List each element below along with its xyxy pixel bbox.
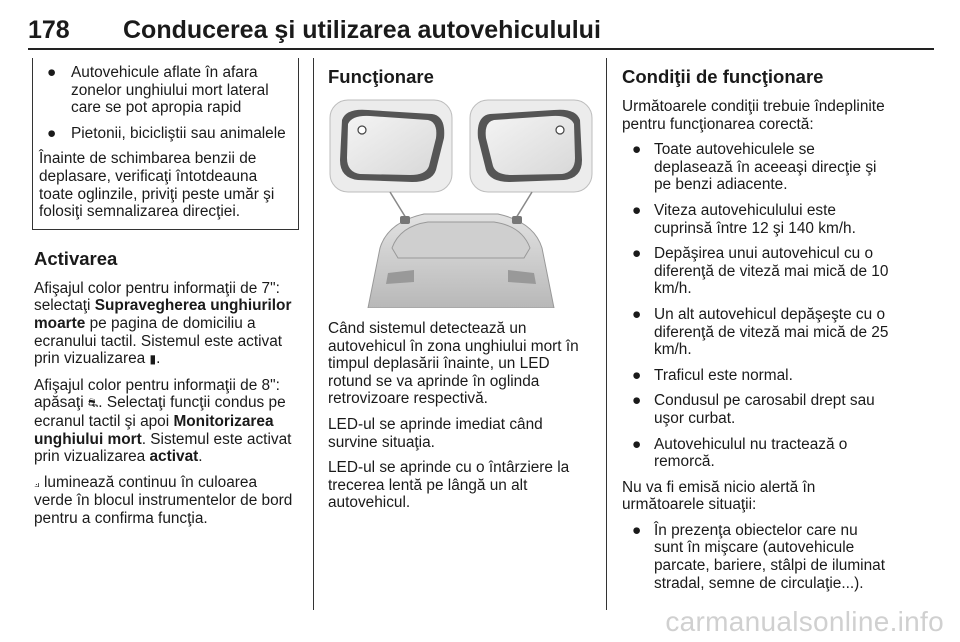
car-right-mirror — [512, 216, 522, 224]
section-heading-conditii: Condiţii de funcţionare — [622, 66, 824, 87]
conditions-intro: Următoarele condiţii trebuie îndeplinite pentru funcţionarea corectă: — [622, 98, 885, 133]
warning-bullet: ● Autovehicule aflate în afara zonelor unghiului mort lateral care se pot apropia rapid — [47, 64, 269, 117]
no-alert-item: ● În prezenţa obiectelor care nu sunt în mişcare (autovehicule parcate, bariere, stâlpi de iluminat stradal, semne de circulaţie...). — [632, 521, 885, 592]
watermark: carmanualsonline.info — [665, 606, 944, 637]
operation-paragraph-1: Când sistemul detectează un autovehicul în zona unghiului mort în timpul deplasării înainte, un LED rotund se va aprinde în oglinda retrovizoare respectivă. — [328, 320, 579, 408]
car-left-mirror — [400, 216, 410, 224]
column-1 — [34, 58, 299, 535]
condition-item: ● Depăşirea unui autovehicul cu o diferenţă de viteză mai mică de 10 km/h. — [632, 245, 889, 298]
paragraph-8inch: Afişajul color pentru informaţii de 8": apăsaţi ⛐. Selectaţi funcţii condus pe ecranul tactil şi apoi Monitorizarea unghiului mort. Sistemul este activat prin vizualizarea activat. — [34, 376, 292, 466]
bullet-dot: ● — [632, 141, 642, 159]
mirror-figure-svg — [328, 98, 594, 308]
operation-paragraph-3: LED-ul se aprinde cu o întârziere la trecerea lentă pe lângă un alt autovehicul. — [328, 459, 570, 512]
column-2 — [328, 58, 593, 520]
left-pointer-line — [390, 192, 406, 218]
bullet-dot: ● — [632, 201, 642, 219]
section-heading-activarea: Activarea — [34, 247, 118, 269]
condition-item: ● Traficul este normal. — [632, 366, 793, 384]
condition-item: ● Viteza autovehiculului este cuprinsă între 12 şi 140 km/h. — [632, 201, 856, 237]
right-pointer-line — [516, 192, 532, 218]
vehicle-settings-icon: ⛐ — [87, 396, 99, 411]
condition-item: ● Autovehiculul nu tractează o remorcă. — [632, 435, 848, 471]
column-divider-1 — [313, 58, 314, 610]
right-mirror-led — [556, 126, 564, 134]
page-number: 178 — [28, 16, 70, 44]
warning-box — [32, 58, 299, 230]
page-header — [28, 12, 934, 52]
paragraph-indicator: ⟓ luminează continuu în culoarea verde în blocul instrumentelor de bord pentru a confirma funcţia. — [34, 473, 293, 527]
column-3 — [622, 58, 890, 600]
chapter-title: Conducerea şi utilizarea autovehiculului — [123, 16, 601, 44]
section-heading-functionare: Funcţionare — [328, 66, 434, 87]
left-mirror-led — [358, 126, 366, 134]
paragraph-7inch: Afişajul color pentru informaţii de 7": selectaţi Supravegherea unghiurilor moarte pe pagina de domiciliu a ecranului tactil. Sistemul este activat prin vizualizarea ▮. — [34, 279, 292, 368]
condition-item: ● Toate autovehiculele se deplasează în aceeaşi direcţie şi pe benzi adiacente. — [632, 141, 877, 194]
bullet-dot: ● — [632, 366, 642, 384]
no-alert-intro: Nu va fi emisă nicio alertă în următoarele situaţii: — [622, 478, 816, 514]
bullet-dot: ● — [632, 305, 642, 323]
bullet-dot: ● — [632, 392, 642, 410]
right-mirror-glass — [486, 116, 575, 175]
operation-paragraph-2: LED-ul se aprinde imediat când survine situaţia. — [328, 415, 543, 451]
bullet-dot: ● — [47, 124, 57, 142]
condition-item: ● Condusul pe carosabil drept sau uşor curbat. — [632, 392, 875, 427]
blind-spot-status-icon: ▮ — [149, 352, 157, 367]
left-mirror-glass — [347, 116, 436, 175]
bullet-dot: ● — [632, 521, 642, 539]
warning-text: Înainte de schimbarea benzii de deplasare, verificaţi întotdeauna toate oglinzile, priviţi peste umăr şi folosiţi semnalizarea direcţiei. — [39, 150, 275, 221]
car-windshield — [392, 222, 530, 258]
bullet-dot: ● — [632, 435, 642, 453]
warning-bullet: ● Pietonii, bicicliştii sau animalele — [47, 124, 286, 142]
column-divider-2 — [606, 58, 607, 610]
header-rule — [28, 48, 934, 50]
condition-item: ● Un alt autovehicul depăşeşte cu o diferenţă de viteză mai mică de 25 km/h. — [632, 305, 889, 359]
mirror-illustration — [328, 98, 594, 308]
blind-spot-indicator-icon: ⟓ — [34, 475, 40, 490]
bullet-dot: ● — [47, 64, 57, 81]
bullet-dot: ● — [632, 245, 642, 263]
